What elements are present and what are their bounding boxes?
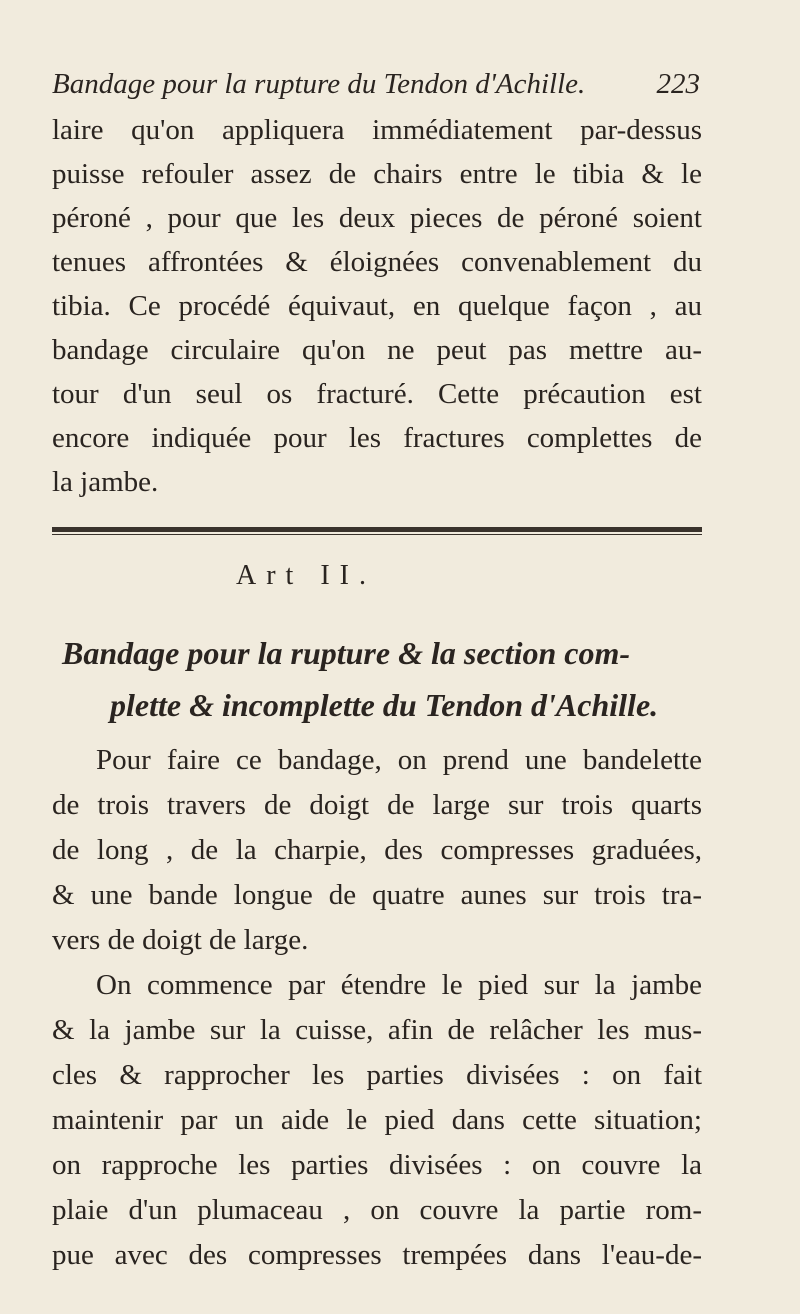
- divider-thick-rule: [52, 527, 702, 532]
- body-text: [52, 738, 702, 1278]
- text-line: de long , de la charpie, des compresses graduées,: [52, 834, 702, 866]
- text-line: tour d'un seul os fracturé. Cette précaution est: [52, 378, 702, 410]
- running-header: [52, 66, 700, 106]
- article-heading: Art II.: [236, 560, 376, 591]
- text-line: plaie d'un plumaceau , on couvre la partie rom-: [52, 1194, 702, 1226]
- text-line: On commence par étendre le pied sur la jambe: [96, 969, 702, 1001]
- text-line: vers de doigt de large.: [52, 924, 309, 956]
- text-line: & la jambe sur la cuisse, afin de relâcher les mus-: [52, 1014, 702, 1046]
- text-line: pue avec des compresses trempées dans l'eau-de-: [52, 1239, 702, 1271]
- text-line: & une bande longue de quatre aunes sur trois tra-: [52, 879, 702, 911]
- text-line: la jambe.: [52, 466, 159, 498]
- section-divider: [52, 527, 702, 535]
- text-line: on rapproche les parties divisées : on couvre la: [52, 1149, 702, 1181]
- text-line: bandage circulaire qu'on ne peut pas mettre au-: [52, 334, 702, 366]
- text-line: péroné , pour que les deux pieces de péroné soient: [52, 202, 702, 234]
- text-line: encore indiquée pour les fractures complettes de: [52, 422, 702, 454]
- text-line: tenues affrontées & éloignées convenablement du: [52, 246, 702, 278]
- running-title: Bandage pour la rupture du Tendon d'Achille.: [52, 68, 586, 100]
- text-line: puisse refouler assez de chairs entre le tibia & le: [52, 158, 702, 190]
- paragraph-continued: [52, 108, 702, 504]
- text-line: tibia. Ce procédé équivaut, en quelque façon , au: [52, 290, 702, 322]
- section-title-line: plette & incomplette du Tendon d'Achille.: [110, 687, 659, 723]
- page-number: 223: [656, 68, 700, 100]
- text-line: de trois travers de doigt de large sur trois quarts: [52, 789, 702, 821]
- text-line: maintenir par un aide le pied dans cette situation;: [52, 1104, 702, 1136]
- text-line: laire qu'on appliquera immédiatement par-dessus: [52, 114, 702, 146]
- section-title: [52, 627, 702, 731]
- section-title-line: Bandage pour la rupture & la section com-: [62, 635, 631, 671]
- text-line: cles & rapprocher les parties divisées : on fait: [52, 1059, 702, 1091]
- divider-thin-rule: [52, 534, 702, 535]
- text-line: Pour faire ce bandage, on prend une bandelette: [96, 744, 702, 776]
